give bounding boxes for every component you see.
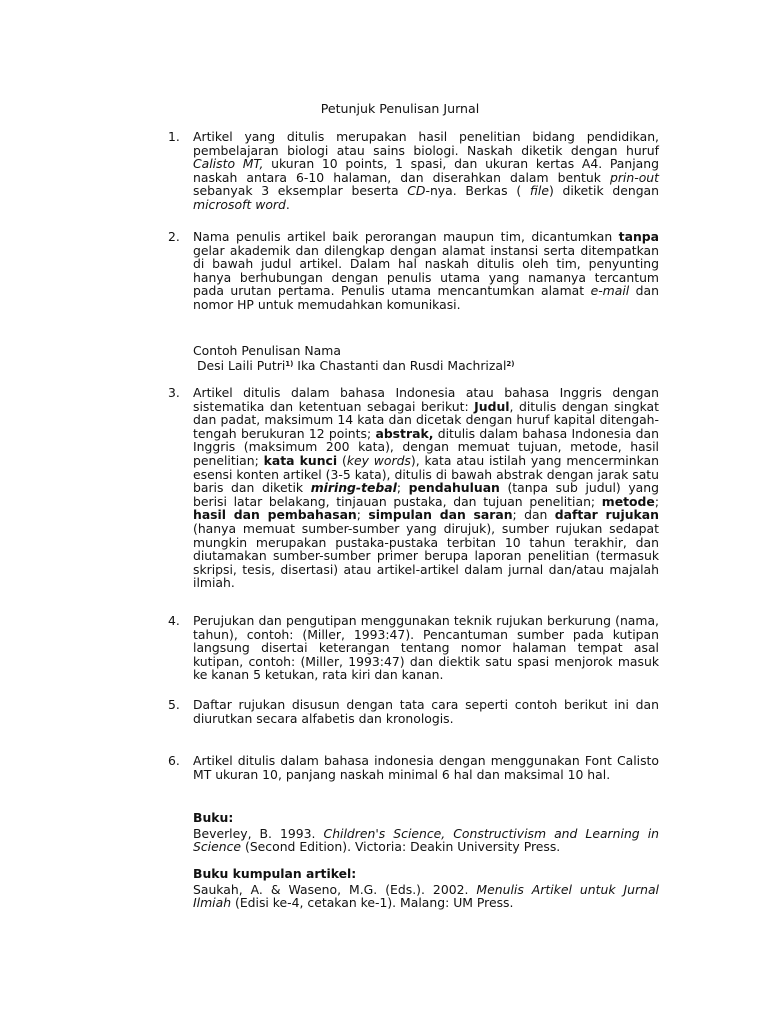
bold-text: tanpa [618,229,659,244]
list-text [193,698,659,725]
text-run: Artikel ditulis dalam bahasa indonesia dengan menggunakan Font Calisto MT ukuran 10, panjang naskah minimal 6 hal dan maksimal 10 hal. [193,753,659,782]
author-name: Ika Chastanti dan Rusdi Machrizal [297,357,507,373]
bold-text: metode [601,493,655,509]
text-run: ukuran 10 points, 1 spasi, dan ukuran kertas A4. Panjang naskah antara 6-10 halaman, dan diserahkan dalam bentuk [193,156,659,185]
text-run: Artikel yang ditulis merupakan hasil penelitian bidang pendidikan, pembelajaran biologi atau sains biologi. Naskah diketik dengan huruf [193,129,659,158]
text-run: ), kata atau istilah yang mencerminkan esensi konten artikel (3-5 kata), ditulis di bawah abstrak dengan jarak satu baris dan diketik [193,452,659,496]
author-superscript: 1) [285,359,294,368]
italic-text: microsoft word [193,196,286,212]
italic-text: prin-out [609,169,659,185]
text-run: ) diketik dengan [548,183,660,199]
italic-text: e-mail [590,283,630,299]
list-number: 3. [168,385,180,400]
italic-text: Children's Science, Constructivism and Learning in Science [193,825,659,855]
bold-text: abstrak, [375,425,434,441]
text-run: -nya. Berkas ( [425,183,530,199]
reference-heading: Buku kumpulan artikel: [193,866,357,881]
text-run: Artikel ditulis dalam bahasa Indonesia atau bahasa Inggris dengan sistematika dan ketentuan sebagai berikut: [193,385,659,414]
list-text [193,386,659,590]
bold-text: Judul [474,398,510,414]
text-run: dan nomor HP untuk memudahkan komunikasi. [193,283,659,312]
list-text [193,230,659,312]
text-run: ditulis dalam bahasa Indonesia dan Inggris (maksimum 200 kata), dengan memuat tujuan, metode, hasil penelitian; [193,425,659,468]
text-run: Daftar rujukan disusun dengan tata cara seperti contoh berikut ini dan diurutkan secara alfabetis dan kronologis. [193,697,659,726]
text-run: , ditulis dengan singkat dan padat, maksimum 14 kata dan dicetak dengan huruf kapital ditengah-tengah berukuran 12 points; [193,398,660,441]
list-number: 1. [168,129,180,144]
reference-book [193,811,659,854]
example-authors [193,359,659,373]
text-run: (tanpa sub judul) yang berisi latar belakang, tinjauan pustaka, dan tujuan penelitian; [193,480,659,509]
bold-text: miring-tebal [310,480,397,496]
reference-entry [193,883,659,910]
italic-text: key words [346,452,411,468]
list-text [193,130,659,212]
italic-text: Calisto MT, [193,156,264,172]
italic-text: CD [407,183,426,199]
text-run: ( [337,452,347,468]
text-run: Perujukan dan pengutipan menggunakan teknik rujukan berkurung (nama, tahun), contoh: (Miller, 1993:47). Pencantuman sumber pada kutipan langsung disertai keterangan tentang nomor halaman tempat asal kutipan, contoh: (Miller, 1993:47) dan diektik satu spasi menjorok masuk ke kanan 5 ketukan, rata kiri dan kanan. [193,613,659,683]
bold-text: hasil dan pembahasan [193,507,357,523]
example-heading: Contoh Penulisan Nama [193,343,341,358]
italic-text: Menulis Artikel untuk Jurnal Ilmiah [193,881,660,911]
text-run: Saukah, A. & Waseno, M.G. (Eds.). 2002. [193,881,477,897]
bold-text: kata kunci [263,452,338,468]
text-run: sebanyak 3 eksemplar beserta [193,183,408,199]
text-run: ; dan [512,507,555,523]
text-run: (hanya memuat sumber-sumber yang dirujuk), sumber rujukan sedapat mungkin merupakan pustaka-pustaka terbitan 10 tahun terakhir, dan diutamakan sumber-sumber primer berupa laporan penelitian (termasuk skripsi, tesis, disertasi) atau artikel-artikel dalam jurnal dan/atau majalah ilmiah. [193,520,659,591]
list-text [193,614,659,682]
text-run: ; [654,493,659,509]
author-name: Desi Laili Putri [197,357,286,373]
text-run: . [285,196,290,212]
text-run: ; [396,480,409,496]
author-example [193,344,659,372]
bold-text: simpulan dan saran [368,507,513,523]
document-title: Petunjuk Penulisan Jurnal [320,101,480,116]
reference-heading: Buku: [193,810,234,825]
list-number: 5. [168,697,180,712]
list-text [193,754,659,781]
list-number: 4. [168,613,180,628]
author-superscript: 2) [506,359,515,368]
text-run: (Edisi ke-4, cetakan ke-1). Malang: UM Press. [231,895,514,911]
bold-text: pendahuluan [408,480,500,496]
text-run: Nama penulis artikel baik perorangan maupun tim, dicantumkan [193,229,619,244]
text-run: gelar akademik dan dilengkap dengan alamat instansi serta ditempatkan di bawah judul artikel. Dalam hal naskah ditulis oleh tim, penyunting hanya berhubungan dengan penulis utama yang namanya tercantum pada urutan pertama. Penulis utama mencantumkan alamat [193,242,659,299]
list-number: 2. [168,229,180,244]
list-number: 6. [168,753,180,768]
reference-entry [193,827,659,854]
text-run: ; [356,507,369,523]
bold-text: daftar rujukan [554,507,659,523]
italic-text: file [529,183,549,199]
text-run: Beverley, B. 1993. [193,825,324,841]
reference-anthology [193,867,659,910]
text-run: (Second Edition). Victoria: Deakin University Press. [241,839,561,855]
